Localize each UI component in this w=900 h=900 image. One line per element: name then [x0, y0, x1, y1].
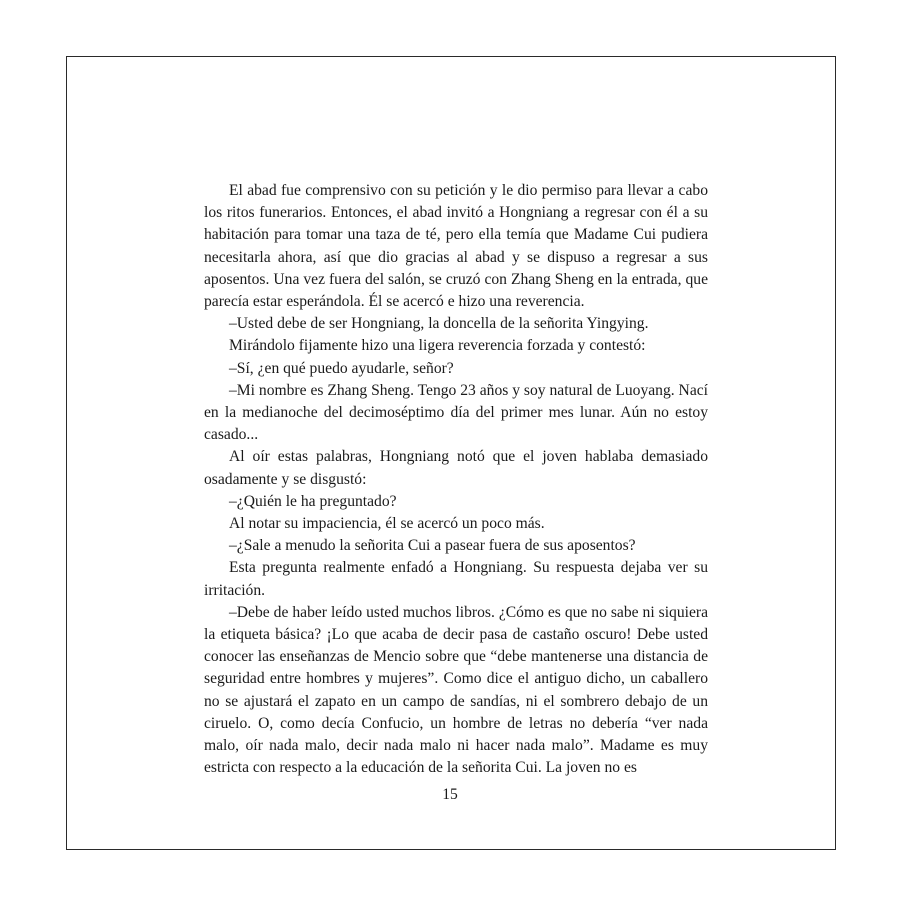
paragraph-2: –Usted debe de ser Hongniang, la doncella de la señorita Yingying.: [229, 315, 649, 333]
paragraph-3: Mirándolo fijamente hizo una ligera reverencia forzada y contestó:: [229, 337, 646, 355]
paragraph-1: El abad fue comprensivo con su petición y le dio permiso para llevar a cabo los ritos funerarios. Entonces, el abad invitó a Hongniang a regresar con él a su habitación para tomar una taza de té, pero ella temía que Madame Cui pudiera necesitarla ahora, así que dio gracias al abad y se dispuso a regresar a sus aposentos. Una vez fuera del salón, se cruzó con Zhang Sheng en la entrada, que parecía estar esperándola. Él se acercó e hizo una reverencia.: [204, 182, 708, 311]
body-text: [204, 180, 708, 779]
paragraph-5: –Mi nombre es Zhang Sheng. Tengo 23 años y soy natural de Luoyang. Nací en la medianoche del decimoséptimo día del primer mes lunar. Aún no estoy casado...: [204, 381, 708, 444]
paragraph-10: Esta pregunta realmente enfadó a Hongniang. Su respuesta dejaba ver su irritación.: [204, 559, 708, 599]
paragraph-6: Al oír estas palabras, Hongniang notó que el joven hablaba demasiado osadamente y se disgustó:: [204, 448, 708, 488]
paragraph-8: Al notar su impaciencia, él se acercó un poco más.: [229, 515, 545, 533]
paragraph-4: –Sí, ¿en qué puedo ayudarle, señor?: [229, 359, 454, 377]
paragraph-9: –¿Sale a menudo la señorita Cui a pasear fuera de sus aposentos?: [229, 537, 636, 555]
paragraph-11: –Debe de haber leído usted muchos libros. ¿Cómo es que no sabe ni siquiera la etiqueta básica? ¡Lo que acaba de decir pasa de castaño oscuro! Debe usted conocer las enseñanzas de Mencio sobre que “debe mantenerse una distancia de seguridad entre hombres y mujeres”. Como dice el antiguo dicho, un caballero no se ajustará el zapato en un campo de sandías, ni el sombrero debajo de un ciruelo. O, como decía Confucio, un hombre de letras no debería “ver nada malo, oír nada malo, decir nada malo ni hacer nada malo”. Madame es muy estricta con respecto a la educación de la señorita Cui. La joven no es: [204, 603, 708, 777]
page-number: 15: [442, 786, 458, 803]
paragraph-7: –¿Quién le ha preguntado?: [229, 492, 397, 510]
